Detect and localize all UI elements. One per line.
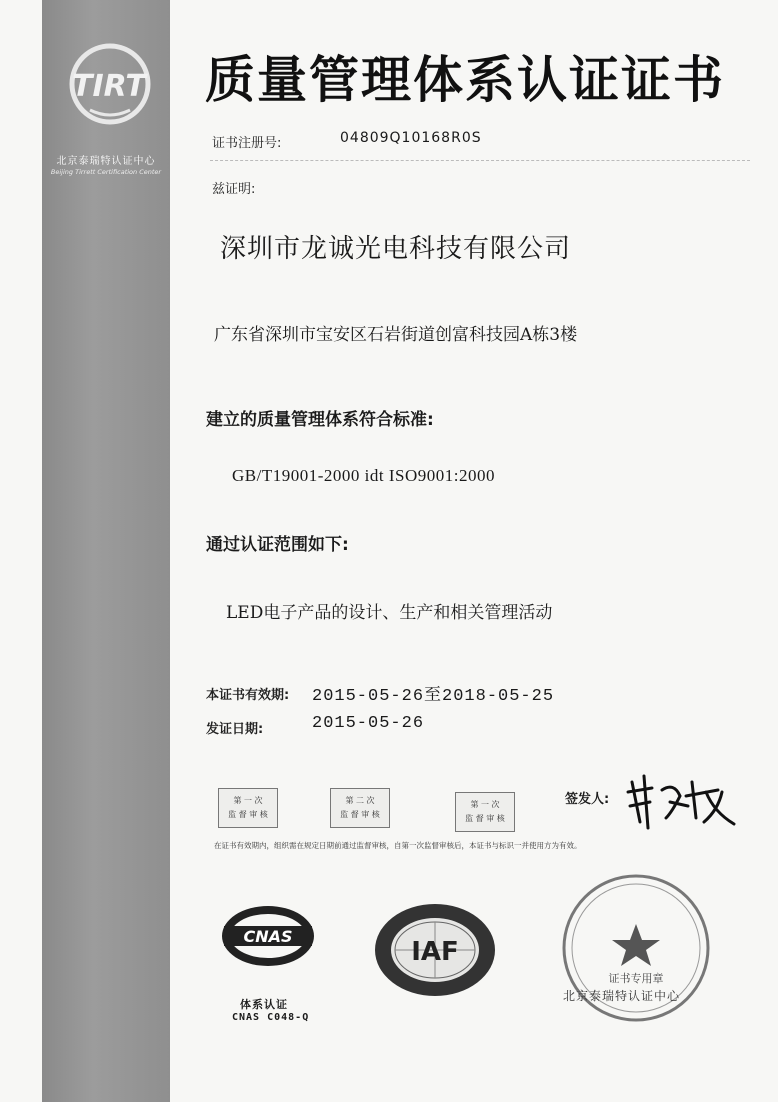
company-name: 深圳市龙诚光电科技有限公司 [220, 234, 572, 264]
standard-heading: 建立的质量管理体系符合标准: [206, 410, 434, 430]
cnas-caption-2: CNAS C048-Q [232, 1012, 310, 1023]
seal-center-text: 证书专用章 [608, 972, 664, 985]
org-name-en: Beijing Tirrett Certification Center [50, 168, 162, 176]
surveillance-box-3 [455, 792, 515, 832]
svg-text:TIRT: TIRT [72, 69, 146, 104]
validity-value: 2015-05-26至2018-05-25 [312, 687, 555, 706]
issue-value: 2015-05-26 [312, 714, 425, 733]
surveillance-box-2 [330, 788, 390, 828]
iaf-mark: IAF [411, 937, 459, 967]
validity-label: 本证书有效期: [206, 688, 290, 703]
official-seal-icon [556, 868, 716, 1028]
cert-number-label: 证书注册号: [212, 136, 282, 151]
signature-icon [622, 762, 752, 834]
certify-label: 兹证明: [212, 182, 256, 197]
surveillance-box-3-line2: 监 督 审 核 [465, 814, 505, 823]
cert-number-value: 04809Q10168R0S [340, 130, 482, 146]
iaf-logo-icon [370, 900, 500, 1000]
company-address: 广东省深圳市宝安区石岩街道创富科技园A栋3楼 [214, 325, 578, 345]
cnas-caption-1: 体系认证 [240, 998, 288, 1011]
seal-bottom-text: 北京泰瑞特认证中心 [563, 989, 681, 1003]
cnas-mark: CNAS [243, 927, 293, 946]
cnas-logo-icon [218, 900, 318, 970]
certification-center-logo [62, 40, 158, 128]
org-name-cn: 北京泰瑞特认证中心 [56, 156, 156, 167]
side-band [42, 0, 170, 1102]
issue-label: 发证日期: [206, 722, 264, 737]
surveillance-box-1-line2: 监 督 审 核 [228, 810, 268, 819]
signer-label: 签发人: [565, 792, 610, 807]
scope-heading: 通过认证范围如下: [206, 535, 349, 555]
validity-note: 在证书有效期内，组织需在规定日期前通过监督审核，自第一次监督审核后，本证书与标识一并使用方为有效。 [214, 841, 582, 850]
page-title: 质量管理体系认证证书 [205, 51, 725, 109]
surveillance-box-1-line1: 第 一 次 [233, 796, 263, 805]
surveillance-box-1 [218, 788, 278, 828]
divider [210, 160, 750, 161]
surveillance-box-3-line1: 第 一 次 [470, 800, 500, 809]
standard-value: GB/T19001-2000 idt ISO9001:2000 [232, 466, 495, 485]
scope-value: LED电子产品的设计、生产和相关管理活动 [226, 603, 553, 623]
surveillance-box-2-line2: 监 督 审 核 [340, 810, 380, 819]
surveillance-box-2-line1: 第 二 次 [345, 796, 375, 805]
